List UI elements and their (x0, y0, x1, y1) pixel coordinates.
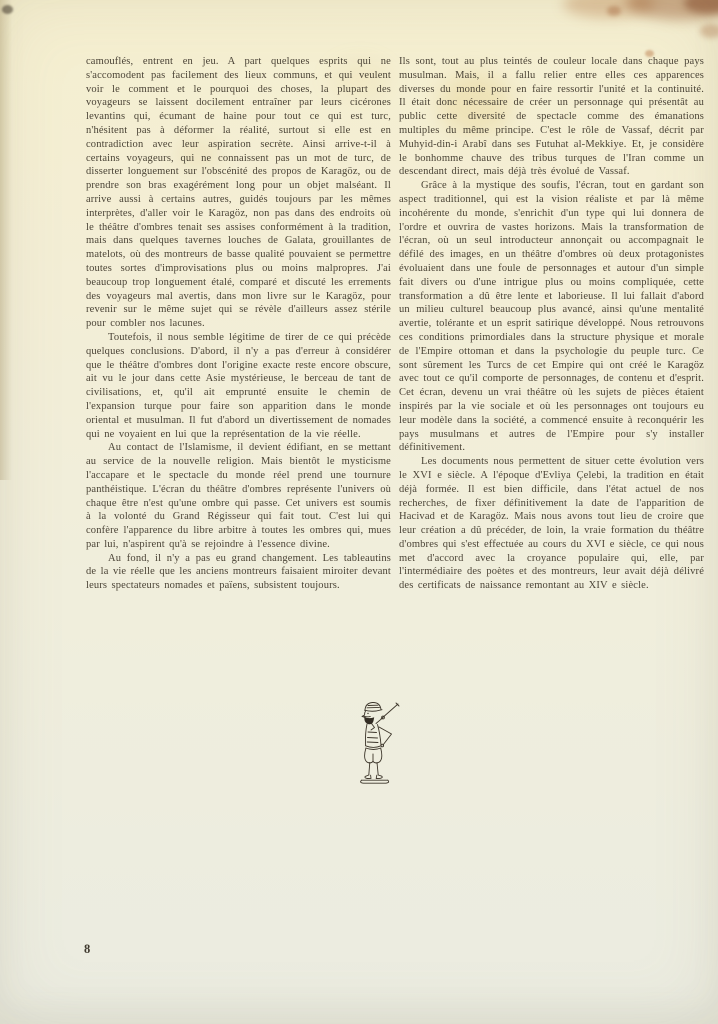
gutter-shadow (0, 0, 12, 480)
hat-band (365, 710, 383, 712)
paper-stain (607, 6, 621, 16)
arm-raised (376, 718, 383, 724)
text-column-left (86, 55, 391, 593)
page-number: 8 (84, 942, 91, 956)
hand-hip (381, 744, 384, 747)
paragraph: Les documents nous permettent de situer cette évolution vers le XVI e siècle. A l'époque d'Evliya Çelebi, la tradition en était déjà formée. Il est bien difficile, dans l'état actuel de nos recherches, de fixer définitivement la date de l'apparition de Hacivad et de Karagöz. Mais nous avons tout lieu de croire que leur création a dû précéder, de loin, la vraie formation du théâtre d'ombres qui s'est effectuée au cours du XVI e siècle, ce qui nous met d'accord avec la croyance populaire qui, elle, par l'intermédiaire des poètes et des montreurs, leur avait déjà délivré des certificats de naissance remontant au XIV e siècle. (399, 456, 704, 592)
shoe-left (365, 775, 371, 779)
jacket-hatch (367, 732, 378, 743)
beard (364, 717, 374, 724)
karagoz-illustration (352, 701, 404, 785)
paper-stain (563, 0, 655, 18)
paper-stain (2, 5, 13, 14)
moustache (364, 716, 370, 717)
text-column-right (399, 55, 704, 593)
leg-right (377, 763, 378, 776)
base-plank (361, 780, 389, 783)
paper-stain (684, 0, 718, 14)
paragraph: camouflés, entrent en jeu. A part quelques esprits qui ne s'accomodent pas facilement des lieux communs, et qui veulent voir le comment et le pourquoi des choses, la plupart des voyageurs se laissent docilement entraîner par leurs cicérones levantins qui, écumant de haine pour tout ce qui est turc, n'hésitent pas à déformer la réalité, surtout si elle est en contradiction avec leur aspiration secrète. Ainsi arrive-t-il à certains voyageurs, qui ne connaissent pas un mot de turc, de disserter longuement sur l'obscénité des propos de Karagöz, ou de prendre son bras exagérément long pour un objet malséant. Il arrive aussi à certains autres, guidés toujours par les mêmes interprètes, d'aller voir le Karagöz, non pas dans des endroits où le théâtre d'ombres tenait ses assises conformément à la tradition, mais dans quelques tavernes louches de Galata, grouillantes de matelots, où des montreurs de basse qualité pouvaient se permettre toutes sortes d'improvisations plus ou moins malpropres. J'ai beaucoup trop longuement étalé, comparé et discuté les errements des voyageurs mal avertis, dans mon livre sur le Karagöz, pour revenir sur le même sujet qui se révèle d'ailleurs assez stérile pour combler nos lacunes. (86, 56, 391, 330)
paragraph: Au contact de l'Islamisme, il devient édifiant, en se mettant au service de la nouvelle religion. Mais bientôt le mysticisme l'accapare et le spectacle du monde réel prend une tournure panthéistique. L'écran du théâtre d'ombres représente l'univers où chaque être n'est qu'une ombre qui passe. Cet univers est soumis à la volonté du Grand Régisseur qui fait tout. C'est lui qui confère l'apparence du libre arbitre à toutes les ombres qui, mues par lui, n'aspirent qu'à se rejoindre à l'essence divine. (86, 442, 391, 550)
paragraph: Toutefois, il nous semble légitime de tirer de ce qui précède quelques conclusions. D'abord, il n'y a pas d'erreur à considérer que le théâtre d'ombres dont l'origine exacte reste encore obscure, ait vu le jour dans cette Asie mystérieuse, le berceau de tant de civilisations, et, qu'il ait emprunté ensuite le chemin de l'expansion turque pour faire son apparition dans le monde oriental et musulman. Il fut d'abord un divertissement de nomades qui ne voyaient en lui que la représentation de la vie réelle. (86, 331, 391, 440)
stick (381, 704, 398, 719)
torso-left (365, 724, 367, 746)
paragraph: Au fond, il n'y a pas eu grand changement. Les tableautins de la vie réelle que les anciens montreurs faisaient miroiter devant leurs spectateurs nomades et païens, subsistent toujours. (86, 552, 391, 592)
collar (371, 724, 375, 731)
paragraph: Grâce à la mystique des soufis, l'écran, tout en gardant son aspect traditionnel, qui est la vision réaliste et par là même incohérente du monde, s'enrichit d'un type qui lui donnera de l'ordre et ouvrira de vastes horizons. Mais la transformation de l'écran, où un seul introducteur annonçait ou accompagnait le défilé des images, en un théâtre d'ombres où deux protagonistes évoluaient dans une foule de personnages et autour d'un simple fait divers ou d'une intrigue plus ou moins compliquée, cette transformation a dû être lente et laborieuse. Il lui fallait d'abord un milieu culturel beaucoup plus avancé, ainsi qu'une mentalité avertie, tolérante et un esprit satirique développé. Nous retrouvons ces conditions primordiales dans la structure physique et morale de l'Empire ottoman et dans la psychologie du peuple turc. Ce sont sûrement les Turcs de cet Empire qui ont créé le Karagöz avec tout ce qu'il comporte de personnages, de contenu et d'esprit. Cet écran, devenu un vrai théâtre où les sujets de pièces étaient inspirés par la vie sociale et où les personnages ont toujours eu leur modèle dans la société, a commencé ensuite à reconquérir les pays musulmans et autres de l'Empire pour s'y installer définitivement. (399, 180, 704, 454)
hat (365, 702, 381, 710)
sash (366, 746, 381, 750)
shoe-right (376, 775, 382, 779)
eye (367, 713, 368, 714)
leg-left (369, 763, 370, 776)
paragraph: Ils sont, tout au plus teintés de couleur locale dans chaque pays musulman. Mais, il a fallu relier entre elles ces apparences diverses du monde pour en faire ressortir l'unité et la continuité. Il était donc nécessaire de créer un personnage qui présentât au public cette diversité de spectacle comme des émanations multiples du même principe. C'est le rôle de Vassaf, décrit par Muhyid-din-i Arabî dans ses Futuhat al-Mekkiye. Et, je considère le bonhomme chauve des tribus turques de l'Iran comme un descendant direct, mais déjà très évolué de Vassaf. (399, 56, 704, 178)
paper-stain (626, 0, 718, 20)
paper-stain (700, 24, 718, 38)
hat-hatch (367, 705, 380, 708)
